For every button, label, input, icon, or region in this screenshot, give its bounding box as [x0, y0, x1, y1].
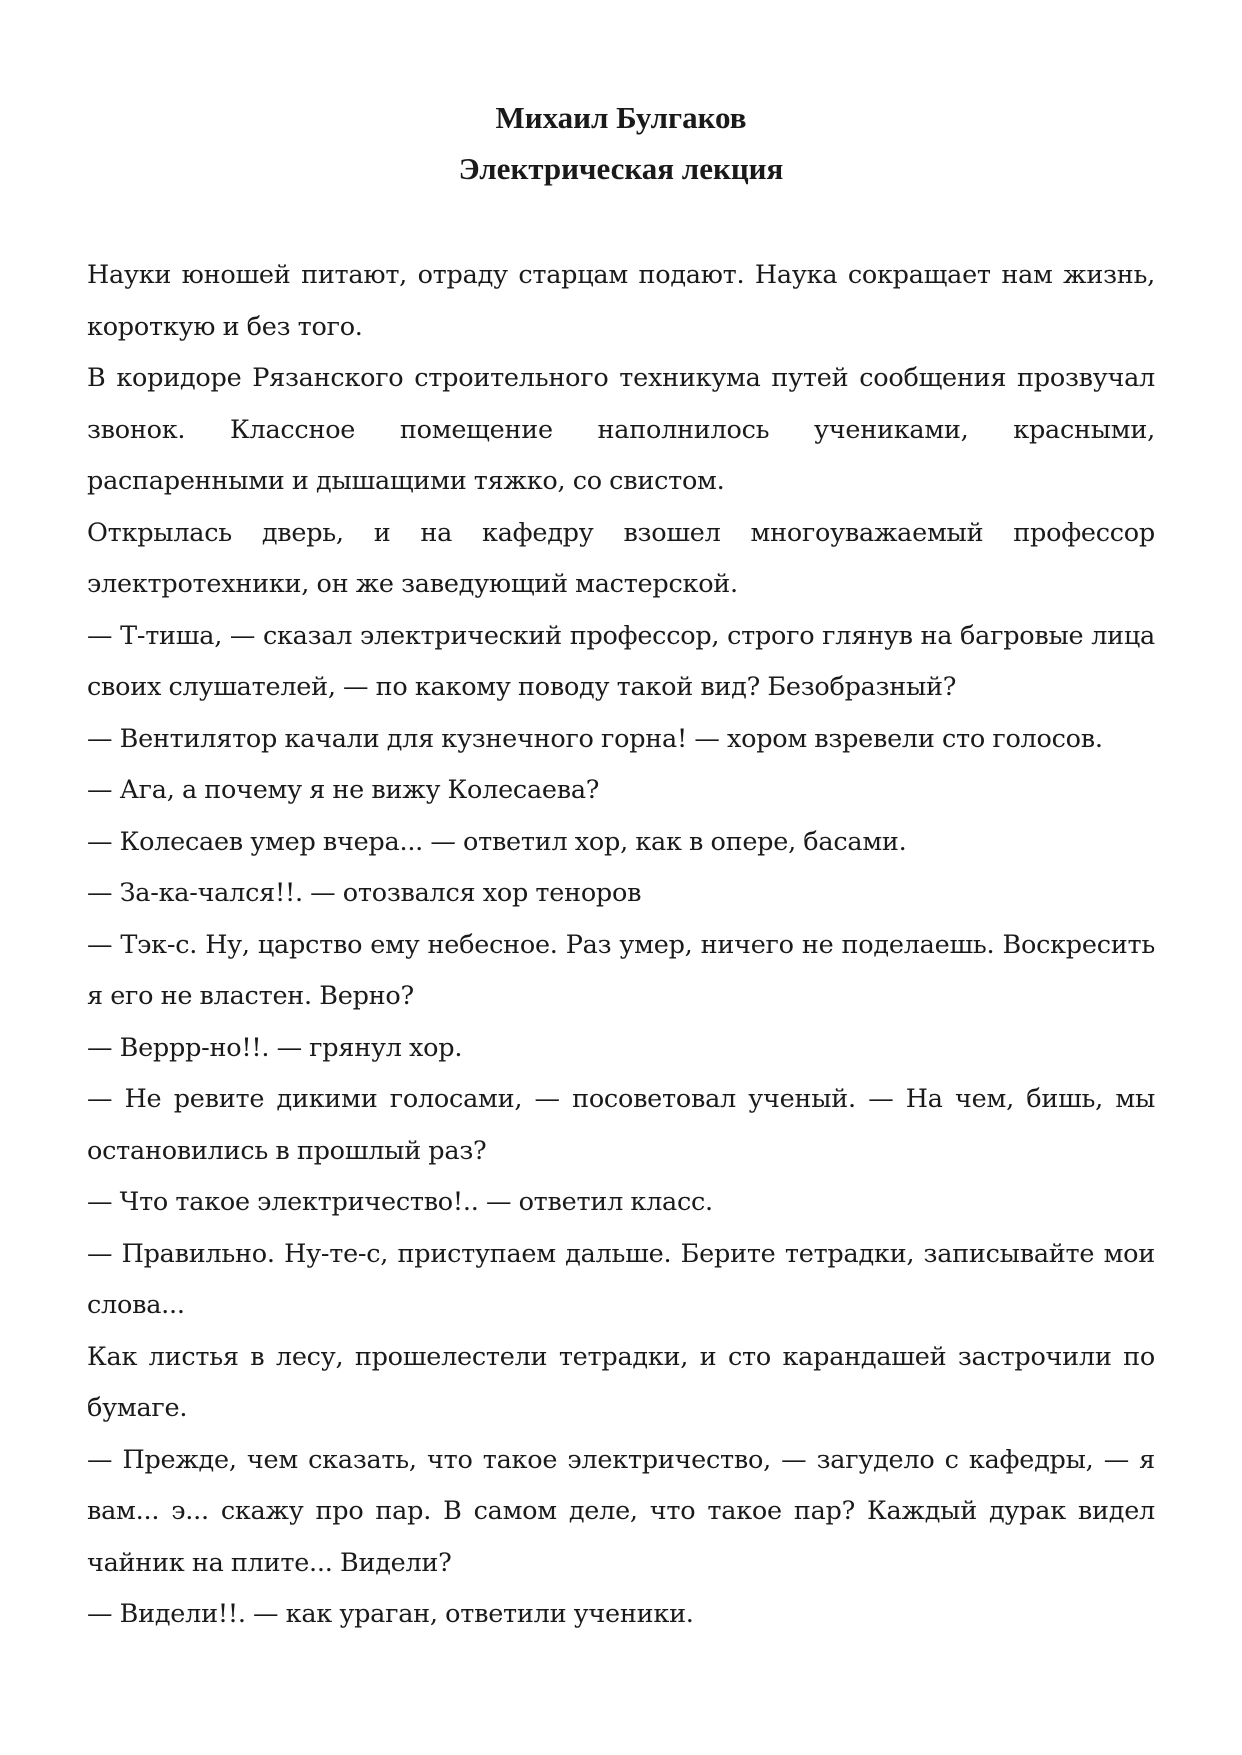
paragraph: — Т-тиша, — сказал электрический профессор, строго глянув на багровые лица своих слушателей, — по какому поводу такой вид? Безобразный?: [87, 620, 1155, 702]
paragraph: — Ага, а почему я не вижу Колесаева?: [87, 775, 600, 805]
paragraph: — Что такое электричество!.. — ответил класс.: [87, 1187, 713, 1217]
paragraph: Как листья в лесу, прошелестели тетрадки, и сто карандашей застрочили по бумаге.: [87, 1341, 1155, 1423]
title-block: [0, 92, 1242, 194]
paragraph: — Правильно. Ну-те-с, приступаем дальше. Берите тетрадки, записывайте мои слова...: [87, 1238, 1155, 1320]
paragraph: — За-ка-чался!!. — отозвался хор теноров: [87, 878, 642, 908]
story-title: Электрическая лекция: [458, 151, 784, 186]
paragraph: Открылась дверь, и на кафедру взошел многоуважаемый профессор электротехники, он же заведующий мастерской.: [87, 517, 1155, 599]
paragraph: — Тэк-с. Ну, царство ему небесное. Раз умер, ничего не поделаешь. Воскресить я его не властен. Верно?: [87, 929, 1155, 1011]
paragraph: — Видели!!. — как ураган, ответили ученики.: [87, 1599, 694, 1629]
story-text: [87, 250, 1155, 1641]
paragraph: — Колесаев умер вчера... — ответил хор, как в опере, басами.: [87, 826, 907, 857]
paragraph: В коридоре Рязанского строительного техникума путей сообщения прозвучал звонок. Классное помещение наполнилось учениками, красными, распаренными и дышащими тяжко, со свистом.: [87, 363, 1155, 496]
paragraph: — Прежде, чем сказать, что такое электричество, — загудело с кафедры, — я вам... э... скажу про пар. В самом деле, что такое пар? Каждый дурак видел чайник на плите... Видели?: [87, 1444, 1155, 1578]
author-name: Михаил Булгаков: [495, 100, 747, 135]
paragraph: — Вентилятор качали для кузнечного горна! — хором взревели сто голосов.: [87, 723, 1103, 754]
paragraph: — Веррр-но!!. — грянул хор.: [87, 1032, 463, 1063]
paragraph: — Не ревите дикими голосами, — посоветовал ученый. — На чем, бишь, мы остановились в прошлый раз?: [87, 1084, 1155, 1166]
paragraph: Науки юношей питают, отраду старцам подают. Наука сокращает нам жизнь, короткую и без того.: [87, 260, 1155, 342]
